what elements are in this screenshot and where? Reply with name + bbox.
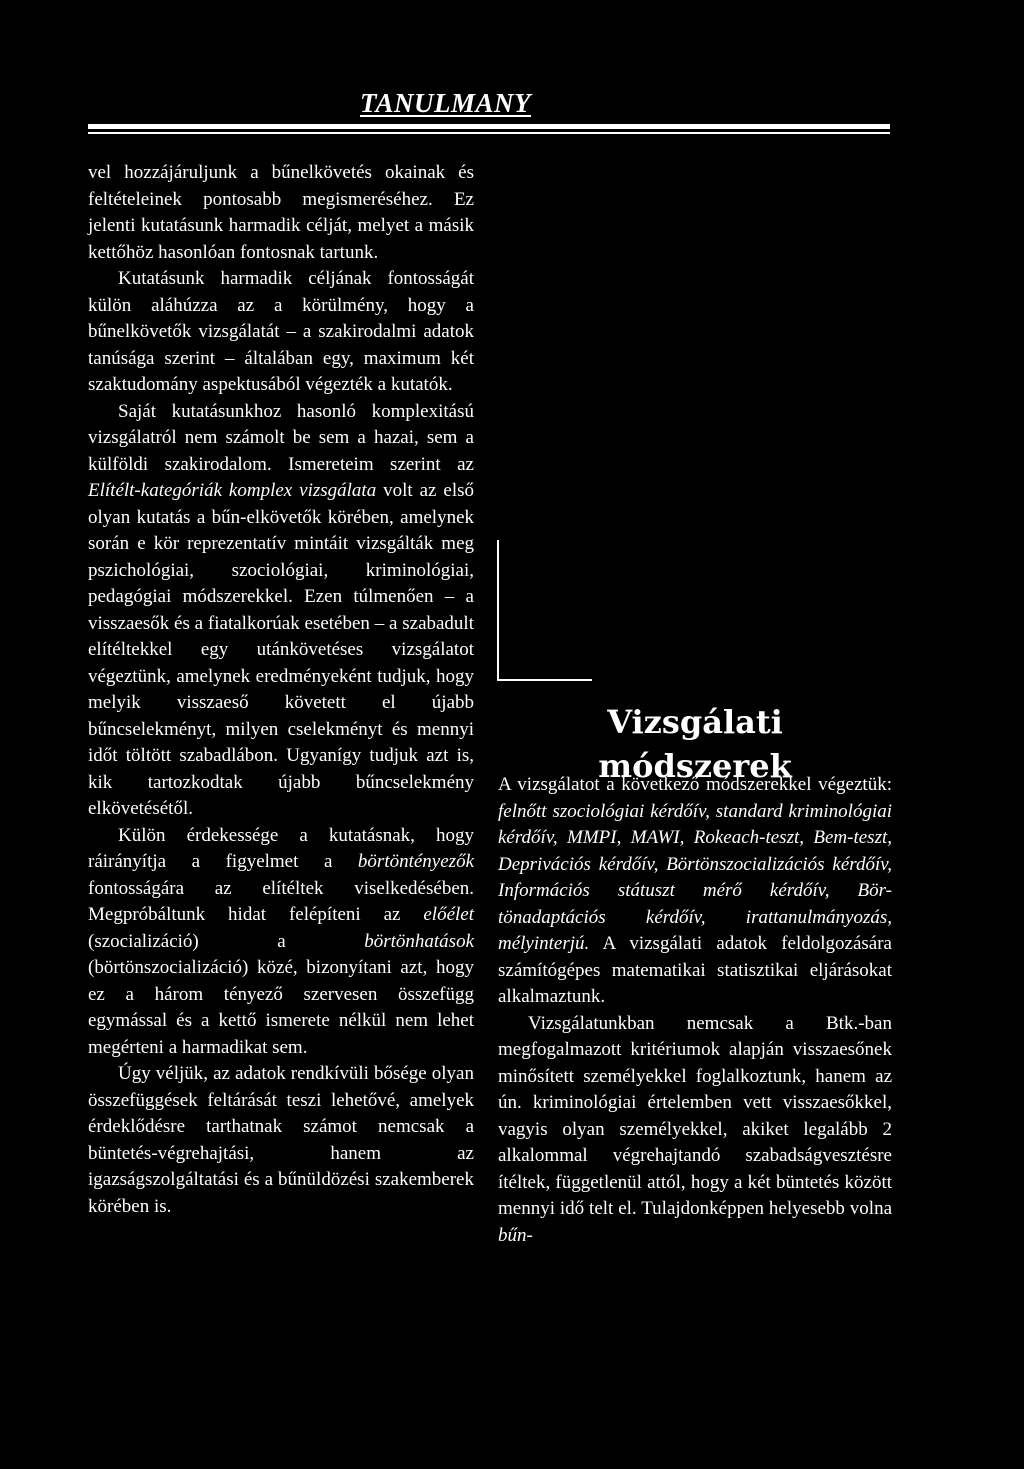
paragraph [88, 266, 474, 399]
paragraph-text: Vizsgálatunkban nemcsak a Btk.-ban megfogalmazott kritériumok alapján visszaesőnek minősített személyekkel foglalkoztunk, hanem az ún. kriminológiai értelemben vett visszaesőkkel, vagyis olyan személyekkel, akiket legalább 2 alkalommal végrehajtandó szabadságvesztésre ítéltek, függetlenül attól, hogy a két büntetés között mennyi idő telt el. Tulajdonképpen helyesebb volna [498, 1012, 892, 1219]
right-column [498, 772, 892, 1249]
paragraph [88, 160, 474, 266]
italic-term: előélet [423, 904, 474, 925]
left-column [88, 160, 474, 1220]
paragraph-text: (szocializáció) a [88, 930, 365, 952]
paragraph-text: Kutatásunk harmadik céljának fontosságát külön aláhúzza az a körülmény, hogy a bűnelkövetők vizsgálatát – a szakirodalmi adatok tanúsága szerint – általában egy, maximum két szaktudomány aspektusából végezték a kutatók. [88, 268, 474, 395]
italic-term: börtöntényezők [357, 851, 474, 872]
paragraph [88, 399, 474, 823]
paragraph-text: Külön érdekessége a kutatásnak, hogy ráirányítja a figyelmet a [88, 824, 474, 872]
italic-term: bűn- [498, 1224, 533, 1246]
paragraph-text: A vizsgálatot a következő módszerekkel végeztük: [498, 774, 892, 795]
box-vertical-rule [497, 540, 499, 680]
header-rule-thin [88, 132, 890, 134]
paragraph [88, 1061, 474, 1220]
paragraph-text: A vizsgálati adatok feldolgozására számítógépes matematikai statisztikai eljárásokat alkalmaztunk. [498, 933, 892, 1007]
paragraph-text: Saját kutatásunkhoz hasonló komplexitású vizsgálatról nem számolt be sem a hazai, sem a külföldi szakirodalom. Ismereteim szerint az [88, 400, 474, 475]
paragraph [498, 772, 892, 1011]
italic-method-list: felnőtt szociológiai kérdőív, standard kriminológiai kérdőív, MMPI, MAWI, Rokeach-teszt, Bem-teszt, Deprivációs kérdőív, Börtönszocializációs kérdőív, Információs státuszt mérő kérdőív, Bör-tönadaptációs kérdőív, irattanulmányozás, mélyinterjú. [498, 800, 892, 954]
header-rule-thick [88, 124, 890, 129]
italic-term: börtönhatások [364, 930, 474, 952]
paragraph [498, 1011, 892, 1250]
paragraph-text: Úgy véljük, az adatok rendkívüli bősége olyan összefüggések feltárását teszi lehetővé, amelyek érdeklődésre tarthatnak számot nemcsak a büntetés-végrehajtási, hanem az igazságszolgáltatási és a bűnüldözési szakemberek körében is. [88, 1063, 474, 1217]
paragraph-text: (börtönszocializáció) közé, bizonyítani azt, hogy ez a három tényező szervesen összefügg egymással és a kettő ismerete nélkül nem lehet megérteni a harmadikat sem. [88, 957, 474, 1058]
section-heading-line: Vizsgálati [607, 703, 783, 741]
section-header-title: TANULMANY [360, 88, 532, 118]
section-heading-line: módszerek [598, 747, 792, 785]
italic-title: Elítélt-kategóriák komplex vizsgálata [88, 480, 377, 501]
paragraph-text: vel hozzájáruljunk a bűnelkövetés okainak és feltételeinek pontosabb megismeréséhez. Ez jelenti kutatásunk harmadik célját, melyet a másik kettőhöz hasonlóan fontosnak tartunk. [88, 162, 474, 263]
paragraph-text: fontosságára az elítéltek viselkedésében. Megpróbáltunk hidat felépíteni az [88, 877, 474, 925]
box-horizontal-rule [497, 679, 592, 681]
paragraph-text: volt az első olyan kutatás a bűn-elkövetők körében, amelynek során e kör reprezentatív mintáit vizsgálták meg pszichológiai, szociológiai, kriminológiai, pedagógiai módszerekkel. Ezen túlmenően – a visszaesők és a fiatalkorúak esetében – a szabadult elítéltekkel egy utánkövetéses vizsgálatot végeztünk, amelynek eredményeként tudjuk, hogy melyik visszaeső követett el újabb bűncselekményt, milyen cselekményt és mennyi időt töltött szabadlábon. Ugyanígy tudjuk azt is, kik tartozkodtak újabb bűncselekmény elkövetésétől. [88, 480, 475, 819]
paragraph [88, 823, 474, 1062]
